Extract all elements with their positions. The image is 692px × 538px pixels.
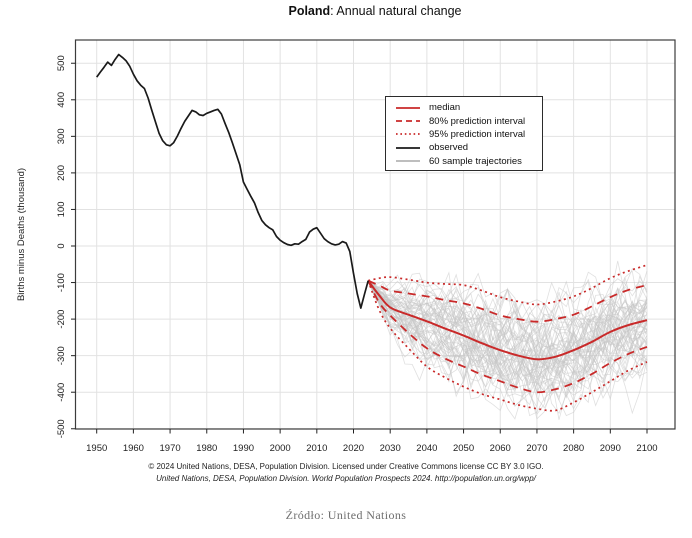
legend-item-observed: [386, 141, 542, 154]
y-tick-label: 500: [56, 55, 67, 72]
black-solid-line-swatch: [395, 144, 421, 152]
legend-label: 60 sample trajectories: [429, 155, 522, 167]
x-tick-label: 1950: [86, 443, 108, 454]
title-country: Poland: [288, 4, 331, 18]
x-tick-label: 2080: [563, 443, 585, 454]
x-tick-label: 2000: [269, 443, 291, 454]
x-tick-label: 2010: [306, 443, 328, 454]
y-tick-label: -300: [56, 346, 67, 366]
legend-item-trajectories: [386, 155, 542, 168]
copyright-line: © 2024 United Nations, DESA, Population Division. Licensed under Creative Commons license CC BY 3.0 IGO.: [148, 462, 544, 471]
y-tick-label: 0: [56, 243, 67, 249]
y-tick-label: -200: [56, 309, 67, 329]
citation-line: United Nations, DESA, Population Division. World Population Prospects 2024. http://population.un.org/wpp/: [156, 474, 536, 483]
legend-label: 95% prediction interval: [429, 128, 526, 140]
gray-solid-line-swatch: [395, 157, 421, 165]
red-dashed-line-swatch: [395, 117, 421, 125]
x-tick-label: 1970: [159, 443, 181, 454]
x-tick-label: 2020: [342, 443, 365, 454]
x-tick-label: 2070: [526, 443, 548, 454]
legend-label: observed: [429, 142, 469, 154]
y-tick-label: 400: [56, 91, 67, 108]
legend-item-median: [386, 101, 542, 114]
observed-line: [97, 55, 369, 309]
legend-label: 80% prediction interval: [429, 115, 526, 127]
x-tick-label: 1960: [122, 443, 144, 454]
y-tick-label: 300: [56, 128, 67, 145]
x-tick-label: 2040: [416, 443, 438, 454]
legend-label: median: [429, 102, 461, 114]
x-tick-label: 2030: [379, 443, 401, 454]
source-caption: Źródło: United Nations: [285, 508, 407, 522]
y-tick-label: -500: [56, 419, 67, 439]
red-dotted-line-swatch: [395, 130, 421, 138]
legend-item-95-interval: [386, 128, 542, 141]
red-solid-line-swatch: [395, 104, 421, 112]
x-tick-label: 1990: [232, 443, 255, 454]
y-tick-label: 200: [56, 164, 67, 181]
x-tick-label: 2090: [599, 443, 621, 454]
x-tick-label: 1980: [196, 443, 218, 454]
x-tick-label: 2050: [452, 443, 475, 454]
x-tick-label: 2060: [489, 443, 511, 454]
x-tick-label: 2100: [636, 443, 658, 454]
y-tick-label: 100: [56, 201, 67, 218]
y-tick-label: -100: [56, 273, 67, 293]
title-rest: : Annual natural change: [330, 4, 462, 18]
y-axis-title: Births minus Deaths (thousand): [16, 167, 27, 302]
y-tick-label: -400: [56, 382, 67, 402]
legend-item-80-interval: [386, 114, 542, 127]
legend: [385, 96, 543, 171]
